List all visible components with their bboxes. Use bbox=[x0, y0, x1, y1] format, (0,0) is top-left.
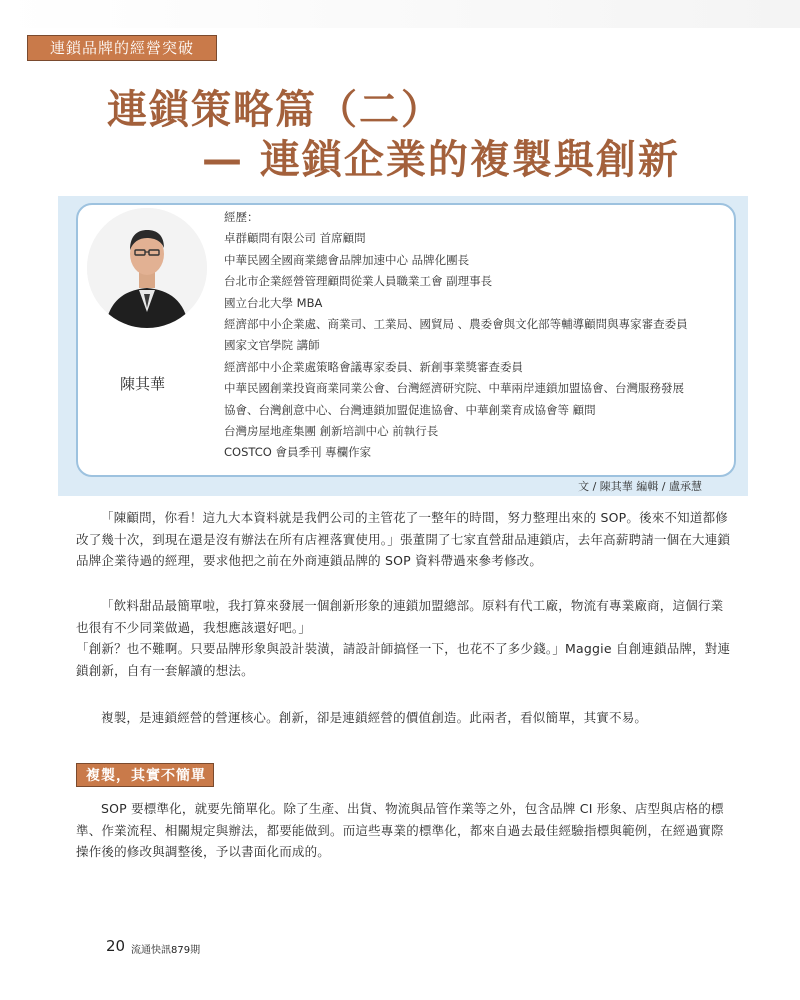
author-photo bbox=[87, 208, 207, 328]
bio-line: 台灣房屋地產集團 創新培訓中心 前執行長 bbox=[224, 424, 439, 439]
author-name: 陳其華 bbox=[120, 375, 166, 393]
bio-line: 中華民國全國商業總會品牌加速中心 品牌化團長 bbox=[224, 252, 470, 267]
bio-line: 中華民國創業投資商業同業公會、台灣經濟研究院、中華兩岸連鎖加盟協會、台灣服務發展 bbox=[224, 381, 684, 396]
body-paragraph: 「創新？也不難啊。只要品牌形象與設計裝潢，請設計師搞怪一下，也花不了多少錢。」Maggie 自創連鎖品牌，對連鎖創新，自有一套解讀的想法。 bbox=[76, 641, 731, 678]
bio-line: 經濟部中小企業處策略會議專家委員、新創事業獎審查委員 bbox=[224, 359, 523, 374]
page-number: 20 bbox=[106, 937, 126, 955]
subheading: 複製，其實不簡單 bbox=[86, 768, 206, 784]
body-paragraph: 「飲料甜品最簡單啦，我打算來發展一個創新形象的連鎖加盟總部。原料有代工廠，物流有專業廠商，這個行業也很有不少同業做過，我想應該還好吧。」 bbox=[76, 598, 724, 635]
bio-line: 國家文官學院 講師 bbox=[224, 338, 320, 353]
bio-line: 國立台北大學 MBA bbox=[224, 295, 323, 310]
bio-line: COSTCO 會員季刊 專欄作家 bbox=[224, 445, 372, 460]
bio-line: 協會、台灣創意中心、台灣連鎖加盟促進協會、中華創業育成協會等 顧問 bbox=[224, 402, 596, 417]
publication-name: 流通快訊879期 bbox=[131, 945, 201, 956]
page-title: 連鎖策略篇（二） bbox=[107, 87, 443, 133]
bio-line: 卓群顧問有限公司 首席顧問 bbox=[224, 231, 366, 246]
bio-line: 經濟部中小企業處、商業司、工業局、國貿局 、農委會與文化部等輔導顧問與專家審查委員 bbox=[224, 317, 688, 332]
bio-line: 經歷： bbox=[224, 210, 259, 224]
body-paragraph: 「陳顧問，你看！這九大本資料就是我們公司的主管花了一整年的時間，努力整理出來的 SOP。後來不知道都修改了幾十次，到現在還是沒有辦法在所有店裡落實使用。」張董開了七家直營甜品連鎖店，去年高薪聘請一個在大連鎖品牌企業待過的經理，要求他把之前在外商連鎖品牌的 SOP 資料帶過來參考修改。 bbox=[76, 510, 731, 568]
author-portrait-icon bbox=[87, 208, 207, 328]
page-subtitle: — 連鎖企業的複製與創新 bbox=[202, 137, 680, 183]
bio-line: 台北市企業經營管理顧問從業人員職業工會 副理事長 bbox=[224, 274, 493, 289]
author-bio-list bbox=[224, 207, 688, 464]
byline-credit: 文 / 陳其華 編輯 / 盧承慧 bbox=[578, 480, 702, 493]
top-strip bbox=[0, 0, 800, 28]
body-paragraph: 複製，是連鎖經營的營運核心。創新，卻是連鎖經營的價值創造。此兩者，看似簡單，其實不易。 bbox=[101, 710, 648, 725]
section-tag: 連鎖品牌的經營突破 bbox=[27, 35, 217, 61]
body-paragraph: SOP 要標準化，就要先簡單化。除了生產、出貨、物流與品管作業等之外，包含品牌 CI 形象、店型與店格的標準、作業流程、相關規定與辦法，都要能做到。而這些專業的標準化，都來自過去最佳經驗指標與範例，在經過實際操作後的修改與調整後，予以書面化而成的。 bbox=[76, 801, 724, 859]
